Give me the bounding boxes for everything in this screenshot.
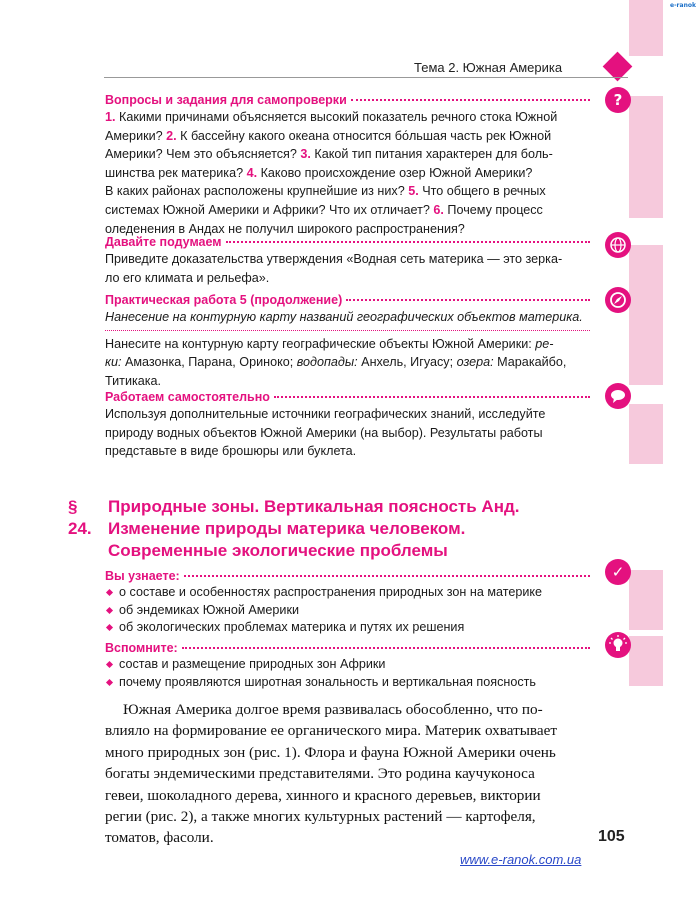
topic-header: Тема 2. Южная Америка	[414, 60, 563, 75]
lightbulb-icon	[605, 632, 631, 658]
text-segment: Какой тип питания характерен для боль-	[310, 147, 553, 162]
question-icon: ?	[605, 87, 631, 113]
think-block	[105, 234, 590, 287]
text-segment: системах Южной Америки и Африки? Что их отличает?	[105, 202, 434, 217]
text-segment: Амазонка, Парана, Ориноко;	[121, 355, 297, 370]
text-segment: Нанесите на контурную карту географические объекты Южной Америки:	[105, 336, 536, 351]
dotted-rule	[351, 99, 590, 105]
dotted-rule	[346, 299, 590, 305]
text-segment: водопады:	[296, 355, 358, 370]
text-segment: Америки?	[105, 128, 167, 143]
text-line: ло его климата и рельефа».	[105, 270, 270, 285]
practical-text	[105, 335, 590, 391]
think-title: Давайте подумаем	[105, 235, 222, 249]
practical-block	[105, 292, 590, 390]
text-segment: Маракайбо,	[493, 355, 567, 370]
margin-strip	[629, 0, 663, 56]
margin-strip	[629, 636, 663, 686]
text-segment: ре-	[535, 336, 554, 351]
margin-strip	[629, 245, 663, 385]
text-line: томатов, фасоли.	[105, 829, 214, 847]
body-paragraph	[105, 699, 589, 849]
header-rule	[104, 77, 628, 78]
margin-strip	[629, 570, 663, 630]
text-segment: шинства рек материка?	[105, 165, 247, 180]
list-item: об экологических проблемах материка и путях их решения	[105, 619, 590, 637]
paragraph-number: § 24.	[68, 497, 92, 538]
dotted-rule	[226, 241, 590, 247]
independent-heading	[105, 389, 590, 405]
text-line: регии (рис. 2), а также многих культурных растений — картофеля,	[105, 808, 536, 826]
remember-block	[105, 640, 590, 691]
text-line	[105, 353, 590, 372]
text-segment: Каково происхождение озер Южной Америки?	[257, 165, 533, 180]
text-line: влияло на формирование ее органического мира. Материк охватывает	[105, 722, 558, 740]
text-segment: Какими причинами объясняется высокий показатель речного стока Южной	[115, 110, 558, 124]
text-line: много природных зон (рис. 1). Флора и фауна Южной Америки очень	[105, 743, 556, 761]
list-item: об эндемиках Южной Америки	[105, 602, 590, 620]
globe-icon	[605, 232, 631, 258]
learn-title: Вы узнаете:	[105, 569, 180, 583]
text-segment: ки:	[105, 355, 122, 370]
text-line	[105, 335, 590, 354]
list-item: состав и размещение природных зон Африки	[105, 656, 590, 674]
text-segment: Анхель, Игуасу;	[357, 355, 457, 370]
checkmark-icon: ✓	[605, 559, 631, 585]
text-segment: В каких районах расположены крупнейшие из них?	[105, 184, 409, 199]
question-number: 5.	[408, 184, 419, 199]
list-item: почему проявляются широтная зональность и вертикальная поясность	[105, 674, 590, 692]
margin-strip	[629, 96, 663, 218]
independent-block	[105, 389, 590, 461]
question-number: 1.	[105, 110, 116, 124]
independent-text	[105, 405, 590, 461]
text-line: природу водных объектов Южной Америки (на выбор). Результаты работы	[105, 425, 543, 440]
text-segment: Титикака.	[105, 373, 162, 388]
text-line	[105, 145, 590, 164]
text-line	[105, 164, 590, 183]
website-link[interactable]: www.e-ranok.com.ua	[460, 852, 582, 867]
page-number: 105	[598, 828, 625, 845]
list-item: о составе и особенностях распространения природных зон на материке	[105, 584, 590, 602]
dotted-rule	[184, 575, 590, 581]
dotted-rule	[274, 396, 590, 402]
learn-heading	[105, 568, 590, 584]
text-segment: Почему процесс	[443, 202, 543, 217]
practical-title: Практическая работа 5 (продолжение)	[105, 293, 343, 307]
text-line	[105, 108, 590, 127]
learn-list	[105, 584, 590, 637]
text-line	[105, 182, 590, 201]
text-line: богаты эндемическими представителями. Это родина каучуконоса	[105, 765, 535, 783]
practical-subtitle: Нанесение на контурную карту названий географических объектов материка.	[105, 308, 590, 331]
publisher-logo: e-ranok	[670, 2, 696, 9]
text-line: Южная Америка долгое время развивалась обособленно, что по-	[123, 701, 543, 718]
text-line: Приведите доказательства утверждения «Водная сеть материка — это зерка-	[105, 252, 563, 266]
remember-title: Вспомните:	[105, 641, 178, 655]
practical-heading	[105, 292, 590, 308]
text-line	[105, 201, 590, 220]
text-line: Используя дополнительные источники географических знаний, исследуйте	[105, 407, 546, 421]
text-segment: Америки? Чем это объясняется?	[105, 147, 301, 162]
text-segment: Что общего в речных	[418, 184, 546, 199]
question-number: 3.	[300, 147, 311, 162]
paragraph-title-line: Современные экологические проблемы	[108, 541, 448, 560]
text-segment: К бассейну какого океана относится бо́льшая часть рек Южной	[176, 128, 552, 143]
compass-icon	[605, 287, 631, 313]
think-text	[105, 250, 590, 287]
text-line	[105, 372, 590, 391]
speech-bubble-icon	[605, 383, 631, 409]
paragraph-title-line: Изменение природы материка человеком.	[108, 519, 466, 538]
text-segment: озера:	[456, 355, 494, 370]
paragraph-title-line: Природные зоны. Вертикальная поясность Анд.	[108, 497, 520, 516]
text-line	[105, 127, 590, 146]
question-number: 2.	[166, 128, 177, 143]
self-check-heading	[105, 92, 590, 108]
learn-block	[105, 568, 590, 637]
text-line: представьте в виде брошюры или буклета.	[105, 444, 357, 459]
question-number: 6.	[433, 202, 444, 217]
question-number: 4.	[246, 165, 258, 180]
think-heading	[105, 234, 590, 250]
remember-heading	[105, 640, 590, 656]
dotted-rule	[182, 647, 590, 653]
text-segment: оледенения в Андах не получил широкого распространения?	[105, 221, 465, 236]
self-check-questions	[105, 108, 590, 238]
self-check-title: Вопросы и задания для самопроверки	[105, 93, 347, 107]
text-line: гевеи, шоколадного дерева, хинного и красного деревьев, виктории	[105, 786, 541, 804]
remember-list	[105, 656, 590, 691]
margin-strip	[629, 404, 663, 464]
self-check-block	[105, 92, 590, 238]
independent-title: Работаем самостоятельно	[105, 390, 270, 404]
